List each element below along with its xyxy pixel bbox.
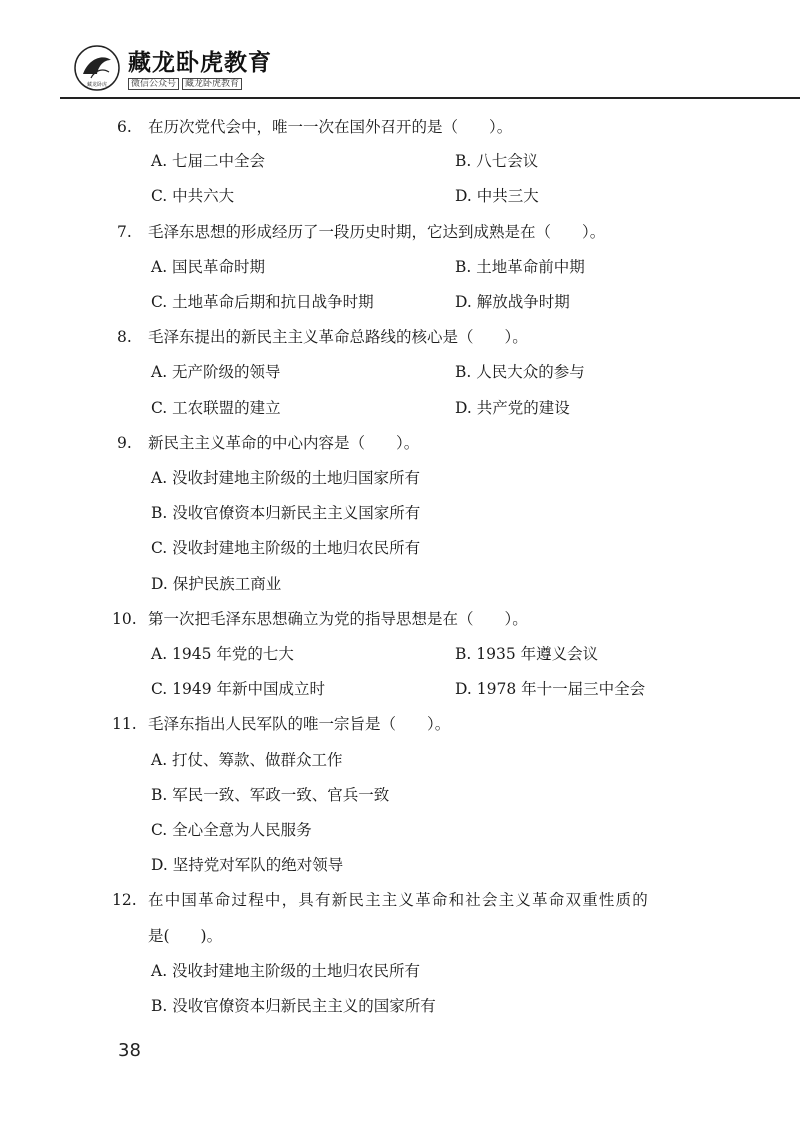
option-d: D. 中共三大 <box>455 187 539 205</box>
question-text: 毛泽东指出人民军队的唯一宗旨是（ ）。 <box>148 715 451 733</box>
question-text: 第一次把毛泽东思想确立为党的指导思想是在（ ）。 <box>148 610 528 628</box>
question-number: 11. <box>112 715 137 733</box>
option-a: A. 没收封建地主阶级的土地归农民所有 <box>151 962 421 980</box>
option-c: C. 土地革命后期和抗日战争时期 <box>151 293 374 311</box>
emblem-text: 藏龙卧虎 <box>86 82 108 88</box>
question-text-cont: 是( )。 <box>148 927 223 945</box>
question-number: 6. <box>117 118 132 136</box>
option-c: C. 没收封建地主阶级的土地归农民所有 <box>151 539 421 557</box>
option-d: D. 解放战争时期 <box>455 293 570 311</box>
question-text: 新民主主义革命的中心内容是（ ）。 <box>148 434 420 452</box>
option-d: D. 保护民族工商业 <box>151 575 282 593</box>
option-b: B. 没收官僚资本归新民主主义的国家所有 <box>151 997 436 1015</box>
option-a: A. 没收封建地主阶级的土地归国家所有 <box>151 469 421 487</box>
option-c: C. 全心全意为人民服务 <box>151 821 312 839</box>
option-d: D. 1978 年十一届三中全会 <box>455 680 646 698</box>
slogan-part-1: 微信公众号 <box>128 78 179 90</box>
question-text: 毛泽东提出的新民主主义革命总路线的核心是（ ）。 <box>148 328 528 346</box>
question-number: 10. <box>112 610 137 628</box>
page-number: 38 <box>118 1040 141 1061</box>
option-a: A. 无产阶级的领导 <box>151 363 281 381</box>
question-number: 9. <box>117 434 132 452</box>
question-text: 毛泽东思想的形成经历了一段历史时期，它达到成熟是在（ ）。 <box>148 223 606 241</box>
question-text: 在中国革命过程中，具有新民主主义革命和社会主义革命双重性质的 <box>148 891 650 909</box>
option-c: C. 1949 年新中国成立时 <box>151 680 326 698</box>
option-d: D. 共产党的建设 <box>455 399 570 417</box>
slogan-part-2: 藏龙卧虎教育 <box>182 78 242 90</box>
option-b: B. 八七会议 <box>455 152 539 170</box>
option-a: A. 七届二中全会 <box>151 152 266 170</box>
brand-name: 藏龙卧虎教育 <box>128 50 272 76</box>
question-number: 8. <box>117 328 132 346</box>
option-b: B. 土地革命前中期 <box>455 258 585 276</box>
option-c: C. 工农联盟的建立 <box>151 399 281 417</box>
option-a: A. 国民革命时期 <box>151 258 266 276</box>
option-a: A. 1945 年党的七大 <box>151 645 294 663</box>
option-a: A. 打仗、筹款、做群众工作 <box>151 751 343 769</box>
option-b: B. 没收官僚资本归新民主主义国家所有 <box>151 504 421 522</box>
question-number: 7. <box>117 223 132 241</box>
option-d: D. 坚持党对军队的绝对领导 <box>151 856 344 874</box>
question-text: 在历次党代会中，唯一一次在国外召开的是（ ）。 <box>148 118 513 136</box>
option-b: B. 人民大众的参与 <box>455 363 585 381</box>
option-b: B. 1935 年遵义会议 <box>455 645 599 663</box>
option-c: C. 中共六大 <box>151 187 235 205</box>
option-b: B. 军民一致、军政一致、官兵一致 <box>151 786 390 804</box>
question-number: 12. <box>112 891 137 909</box>
